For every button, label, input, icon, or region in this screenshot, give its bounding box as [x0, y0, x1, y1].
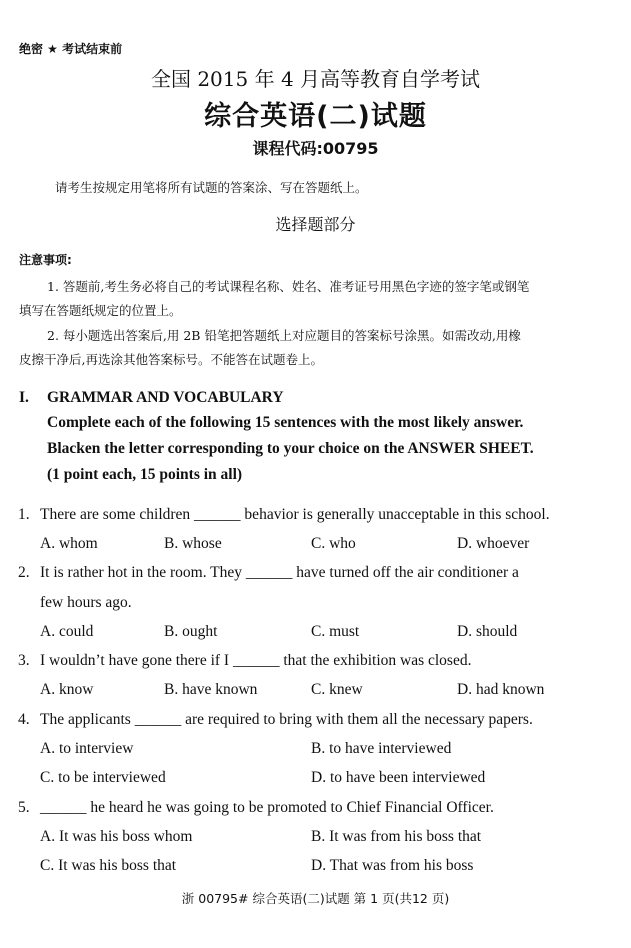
- question-number: 2.: [18, 564, 30, 581]
- notes-label: 注意事项:: [19, 253, 72, 267]
- part-number: I.: [19, 389, 29, 406]
- answer-option: D. should: [457, 623, 518, 640]
- answer-option: D. whoever: [457, 535, 530, 552]
- answer-option: A. whom: [40, 535, 98, 552]
- question-text: few hours ago.: [40, 594, 132, 611]
- answer-option: D. had known: [457, 681, 545, 698]
- part-title: GRAMMAR AND VOCABULARY: [47, 389, 284, 406]
- answer-option: C. who: [311, 535, 356, 552]
- question-text: There are some children ______ behavior is generally unacceptable in this school.: [40, 506, 550, 523]
- answer-option: C. It was his boss that: [40, 857, 177, 874]
- course-code: 课程代码:00795: [252, 139, 379, 158]
- notes-line: 皮擦干净后,再选涂其他答案标号。不能答在试题卷上。: [19, 352, 323, 367]
- notes-line: 填写在答题纸规定的位置上。: [19, 303, 182, 318]
- subject-title: 综合英语(二)试题: [204, 101, 427, 132]
- answer-option: B. whose: [164, 535, 222, 552]
- answer-option: B. to have interviewed: [311, 740, 452, 757]
- general-instruction: 请考生按规定用笔将所有试题的答案涂、写在答题纸上。: [55, 180, 368, 195]
- question-number: 5.: [18, 799, 30, 816]
- answer-option: A. could: [40, 623, 94, 640]
- question-text: It is rather hot in the room. They ______ have turned off the air conditioner a: [40, 564, 519, 581]
- question-number: 3.: [18, 652, 30, 669]
- answer-option: B. have known: [164, 681, 258, 698]
- question-text: ______ he heard he was going to be promoted to Chief Financial Officer.: [40, 799, 494, 816]
- answer-option: A. know: [40, 681, 94, 698]
- exam-title: 全国 2015 年 4 月高等教育自学考试: [150, 67, 481, 91]
- part-directions: (1 point each, 15 points in all): [47, 466, 243, 483]
- answer-option: C. knew: [311, 681, 363, 698]
- answer-option: A. It was his boss whom: [40, 828, 193, 845]
- answer-option: B. ought: [164, 623, 218, 640]
- part-directions: Blacken the letter corresponding to your choice on the ANSWER SHEET.: [47, 440, 534, 457]
- section-heading: 选择题部分: [275, 215, 356, 234]
- answer-option: D. to have been interviewed: [311, 769, 486, 786]
- question-text: The applicants ______ are required to bring with them all the necessary papers.: [40, 711, 533, 728]
- notes-line: 2. 每小题选出答案后,用 2B 铅笔把答题纸上对应题目的答案标号涂黑。如需改动,用橡: [47, 328, 521, 343]
- answer-option: C. to be interviewed: [40, 769, 166, 786]
- question-number: 1.: [18, 506, 30, 523]
- confidential-mark: 绝密 ★ 考试结束前: [19, 42, 123, 56]
- page-footer: 浙 00795# 综合英语(二)试题 第 1 页(共12 页): [181, 891, 450, 906]
- answer-option: D. That was from his boss: [311, 857, 474, 874]
- question-text: I wouldn’t have gone there if I ______ that the exhibition was closed.: [40, 652, 472, 669]
- part-directions: Complete each of the following 15 sentences with the most likely answer.: [47, 414, 524, 431]
- question-number: 4.: [18, 711, 30, 728]
- answer-option: C. must: [311, 623, 360, 640]
- answer-option: B. It was from his boss that: [311, 828, 482, 845]
- notes-line: 1. 答题前,考生务必将自己的考试课程名称、姓名、准考证号用黑色字迹的签字笔或钢笔: [47, 279, 530, 294]
- answer-option: A. to interview: [40, 740, 134, 757]
